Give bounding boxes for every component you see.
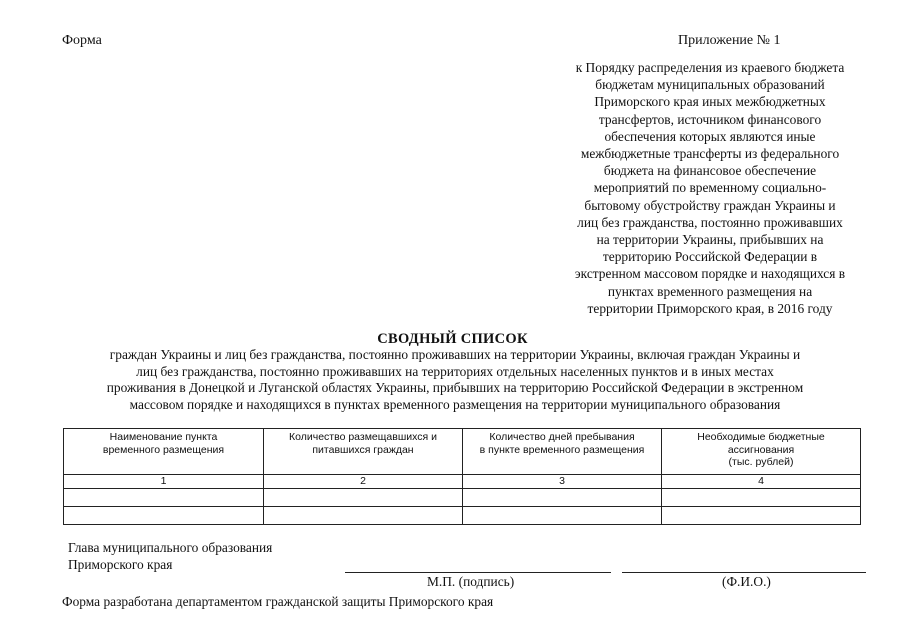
col-header-days-count: Количество дней пребывания в пункте временного размещения <box>463 429 662 475</box>
footer-note: Форма разработана департаментом гражданской защиты Приморского края <box>62 594 494 609</box>
form-label: Форма <box>62 33 102 48</box>
appendix-line: лиц без гражданства, постоянно проживавших <box>577 214 843 230</box>
table-cell[interactable] <box>264 507 463 525</box>
table-header-row <box>64 429 861 475</box>
appendix-line: мероприятий по временному социально- <box>593 180 827 196</box>
appendix-line: обеспечения которых являются иные <box>604 128 816 144</box>
subtitle-line: граждан Украины и лиц без гражданства, постоянно проживавших на территории Украины, включая граждан Украины и <box>109 347 801 362</box>
appendix-line: территорию Российской Федерации в <box>602 249 818 265</box>
appendix-line: к Порядку распределения из краевого бюджета <box>575 60 845 75</box>
appendix-line: межбюджетные трансферты из федерального <box>580 146 840 162</box>
col-header-budget: Необходимые бюджетные ассигнования (тыс. рублей) <box>662 429 861 475</box>
column-number: 1 <box>64 475 264 489</box>
table-cell[interactable] <box>463 489 662 507</box>
appendix-line: трансфертов, источником финансового <box>598 111 822 127</box>
table-row <box>64 507 861 525</box>
summary-table <box>63 428 861 525</box>
appendix-line: бытовому обустройству граждан Украины и <box>584 197 836 213</box>
column-number: 4 <box>662 475 861 489</box>
appendix-line: Приморского края иных межбюджетных <box>594 94 826 110</box>
name-line[interactable] <box>622 572 866 573</box>
table-cell[interactable] <box>662 489 861 507</box>
appendix-title: Приложение № 1 <box>678 33 781 48</box>
signature-line[interactable] <box>345 572 611 573</box>
column-number: 2 <box>264 475 463 489</box>
table-cell[interactable] <box>662 507 861 525</box>
column-number-row <box>64 475 861 489</box>
document-title: СВОДНЫЙ СПИСОК <box>377 331 528 347</box>
stamp-signature-label: М.П. (подпись) <box>427 574 515 589</box>
subtitle-line: проживания в Донецкой и Луганской областях Украины, прибывших на территорию Российской Федерации в экстренном <box>106 380 804 396</box>
appendix-line: территории Приморского края, в 2016 году <box>587 300 833 316</box>
head-title-line: Глава муниципального образования <box>68 540 273 555</box>
table-cell[interactable] <box>64 507 264 525</box>
appendix-line: бюджета на финансовое обеспечение <box>603 163 817 179</box>
table-cell[interactable] <box>264 489 463 507</box>
full-name-label: (Ф.И.О.) <box>722 574 771 589</box>
appendix-line: пунктах временного размещения на <box>607 283 813 299</box>
document-subtitle <box>55 347 855 413</box>
appendix-text <box>540 59 880 317</box>
appendix-line: экстренном массовом порядке и находящихся в <box>574 266 846 282</box>
table-row <box>64 489 861 507</box>
appendix-line: бюджетам муниципальных образований <box>595 77 825 93</box>
appendix-line: на территории Украины, прибывших на <box>596 232 824 248</box>
table-cell[interactable] <box>463 507 662 525</box>
col-header-citizens-count: Количество размещавшихся и питавшихся граждан <box>264 429 463 475</box>
subtitle-line: лиц без гражданства, постоянно проживавших на территориях отдельных населенных пунктов и в иных местах <box>136 363 774 379</box>
subtitle-line: массовом порядке и находящихся в пунктах временного размещения на территории муниципального образования <box>129 396 781 412</box>
col-header-point-name: Наименование пункта временного размещения <box>64 429 264 475</box>
head-of-municipality <box>68 539 272 573</box>
column-number: 3 <box>463 475 662 489</box>
table-cell[interactable] <box>64 489 264 507</box>
head-region-line: Приморского края <box>68 557 173 572</box>
